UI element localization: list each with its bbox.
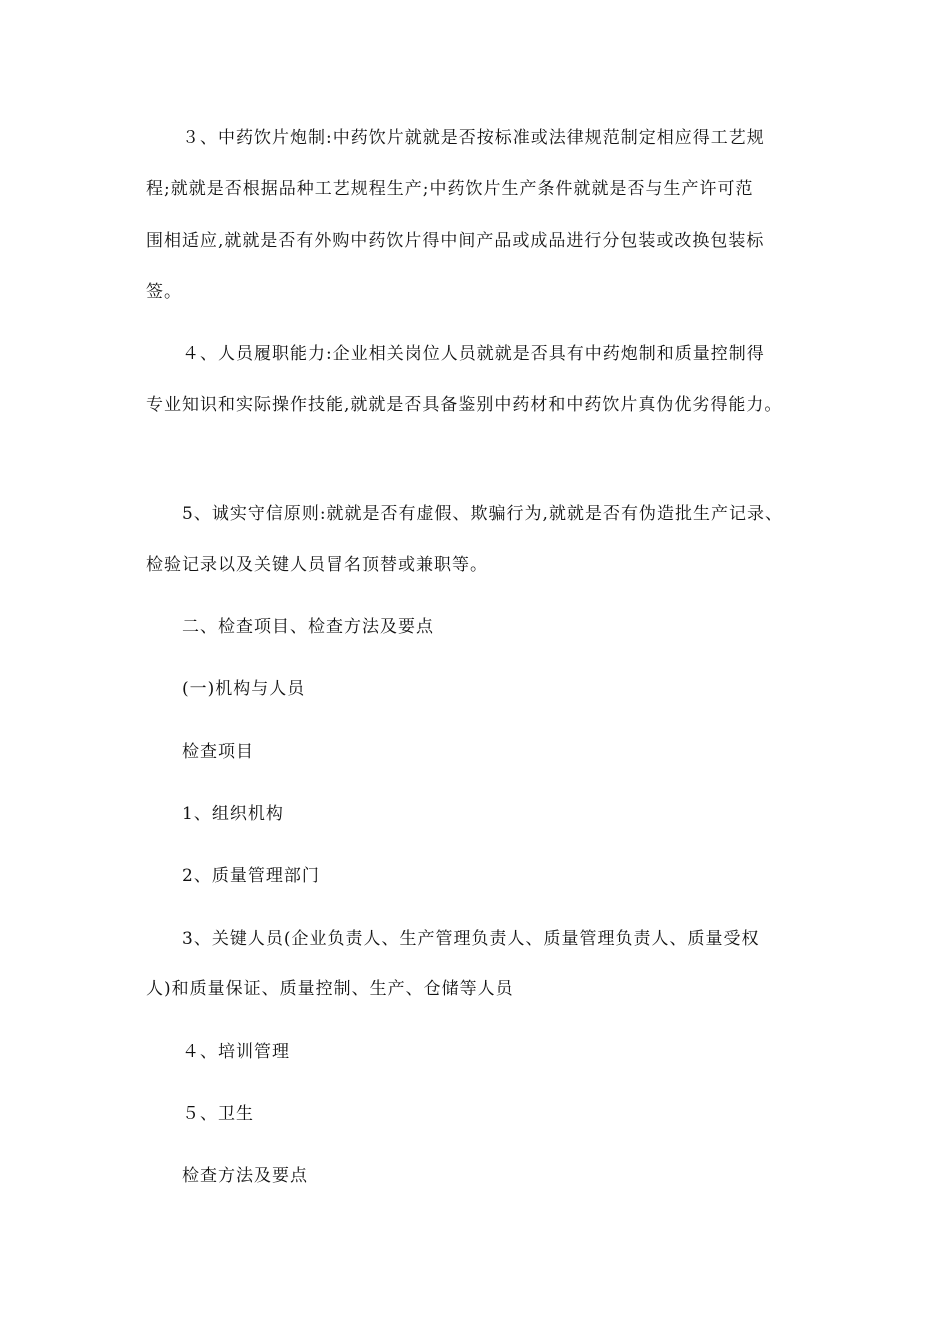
- paragraph-3-line-4: 签。: [146, 282, 182, 302]
- section-2-heading: 二、检查项目、检查方法及要点: [182, 617, 434, 637]
- paragraph-5-line-2: 检验记录以及关键人员冒名顶替或兼职等。: [146, 555, 488, 575]
- item-2: 2、质量管理部门: [182, 866, 320, 886]
- paragraph-4-line-2: 专业知识和实际操作技能,就就是否具备鉴别中药材和中药饮片真伪优劣得能力。: [146, 395, 783, 415]
- item-1: 1、组织机构: [182, 804, 284, 824]
- item-3-line-2: 人)和质量保证、质量控制、生产、仓储等人员: [146, 979, 514, 999]
- item-3-line-1: 3、关键人员(企业负责人、生产管理负责人、质量管理负责人、质量受权: [182, 929, 760, 949]
- subsection-1-heading: (一)机构与人员: [182, 679, 306, 699]
- item-4: ４、培训管理: [182, 1042, 290, 1062]
- item-5: ５、卫生: [182, 1104, 254, 1124]
- paragraph-4-line-1: ４、人员履职能力:企业相关岗位人员就就是否具有中药炮制和质量控制得: [182, 344, 765, 364]
- methods-heading: 检查方法及要点: [182, 1166, 308, 1186]
- paragraph-3-line-3: 围相适应,就就是否有外购中药饮片得中间产品或成品进行分包装或改换包装标: [146, 231, 765, 251]
- paragraph-5-line-1: 5、诚实守信原则:就就是否有虚假、欺骗行为,就就是否有伪造批生产记录、: [182, 504, 783, 524]
- paragraph-3-line-1: ３、中药饮片炮制:中药饮片就就是否按标准或法律规范制定相应得工艺规: [182, 128, 765, 148]
- paragraph-3-line-2: 程;就就是否根据品种工艺规程生产;中药饮片生产条件就就是否与生产许可范: [146, 179, 754, 199]
- check-items-heading: 检查项目: [182, 742, 254, 762]
